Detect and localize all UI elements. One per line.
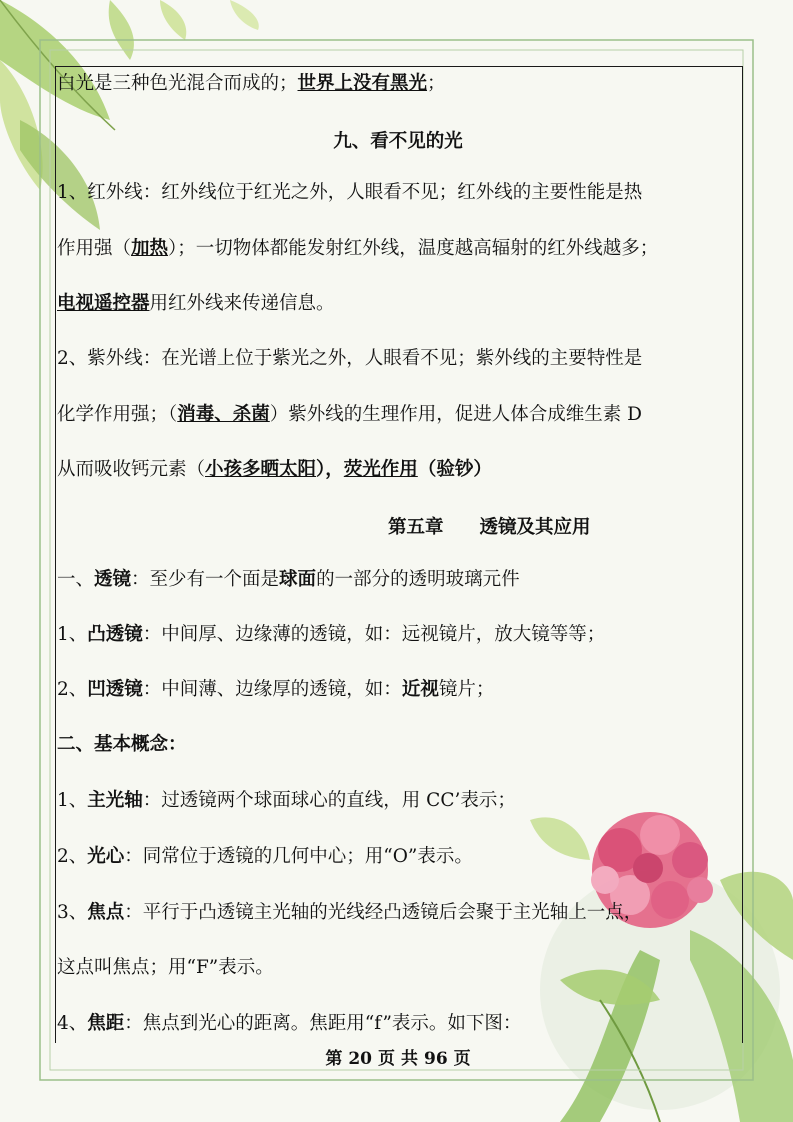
body-text: 一、 [57,569,95,590]
body-text: ：同常位于透镜的几何中心；用“O”表示。 [124,846,473,867]
current-page-number: 20 [348,1049,372,1069]
body-text: 镜片； [438,679,495,700]
emphasis-text: 焦距 [87,1013,125,1034]
body-text: 的一部分的透明玻璃元件 [316,569,520,590]
footer-gong: 共 [401,1049,418,1069]
text-line [57,181,642,205]
footer-di: 第 [325,1049,343,1069]
body-text: 2、紫外线：在光谱上位于紫光之外，人眼看不见；紫外线的主要特性是 [57,348,643,369]
content-border [55,66,743,1043]
emphasis-text: 凹透镜 [87,679,143,700]
emphasis-text: 透镜 [94,569,132,590]
chapter-heading [388,513,591,539]
text-line [57,678,494,702]
body-text: 作用强（ [57,238,132,259]
footer-ye: 页 [378,1049,395,1069]
emphasis-text: 光心 [87,846,125,867]
chapter-title: 透镜及其应用 [479,517,591,538]
footer-ye-end: 页 [453,1049,471,1069]
emphasis-text: 消毒、杀菌 [177,404,270,425]
emphasis-text: ）， [316,459,344,480]
text-line [57,72,446,96]
body-text: ； [427,73,446,94]
page-footer [55,1044,741,1069]
body-text: ：中间厚、边缘薄的透镜，如：远视镜片，放大镜等等； [142,624,606,645]
body-text: ）紫外线的生理作用，促进人体合成维生素 D [269,404,642,425]
text-line [57,901,642,925]
text-line [57,845,473,869]
chapter-number: 第五章 [388,517,444,538]
emphasis-text: 近视 [401,679,439,700]
text-line [57,292,335,316]
body-text: ：平行于凸透镜主光轴的光线经凸透镜后会聚于主光轴上一点， [124,902,643,923]
body-text: ：中间薄、边缘厚的透镜，如： [142,679,402,700]
text-line [57,623,605,647]
text-line [57,1012,521,1036]
text-line [57,347,642,371]
body-text: 2、 [57,679,88,700]
total-page-count: 96 [424,1049,448,1069]
text-line [57,458,492,482]
emphasis-text: 电视遥控器 [57,293,150,314]
emphasis-text: 球面 [279,569,317,590]
emphasis-text: 主光轴 [87,790,143,811]
emphasis-text: 凸透镜 [87,624,143,645]
text-line [57,956,274,980]
text-line [57,733,187,757]
emphasis-text: 小孩多晒太阳 [205,459,317,480]
body-text: 1、 [57,790,88,811]
text-line [57,568,520,592]
body-text: 1、 [57,624,88,645]
body-text: ：过透镜两个球面球心的直线，用 CC’表示； [142,790,516,811]
body-text: 化学作用强；（ [57,404,178,425]
emphasis-text: 加热 [131,238,169,259]
body-text: 从而吸收钙元素（ [57,459,206,480]
body-text: 1、红外线：红外线位于红光之外，人眼看不见；红外线的主要性能是热 [57,182,643,203]
body-text: ）；一切物体都能发射红外线，温度越高辐射的红外线越多； [168,238,659,259]
emphasis-text: 焦点 [87,902,125,923]
body-text: 4、 [57,1013,88,1034]
body-text: 3、 [57,902,88,923]
body-text: ：至少有一个面是 [131,569,280,590]
body-text: 这点叫焦点；用“F”表示。 [57,957,274,978]
text-line [57,403,642,427]
emphasis-text: 二、基本概念： [57,734,187,755]
body-text: ：焦点到光心的距离。焦距用“f”表示。如下图： [124,1013,522,1034]
emphasis-text: （验钞） [417,459,492,480]
emphasis-text: 荧光作用 [343,459,418,480]
body-text: 白光是三种色光混合而成的； [57,73,298,94]
body-text: 2、 [57,846,88,867]
text-line [57,789,516,813]
section-heading-invisible-light: 九、看不见的光 [333,131,463,152]
emphasis-text: 世界上没有黑光 [297,73,428,94]
body-text: 用红外线来传递信息。 [149,293,335,314]
text-line [57,237,658,261]
